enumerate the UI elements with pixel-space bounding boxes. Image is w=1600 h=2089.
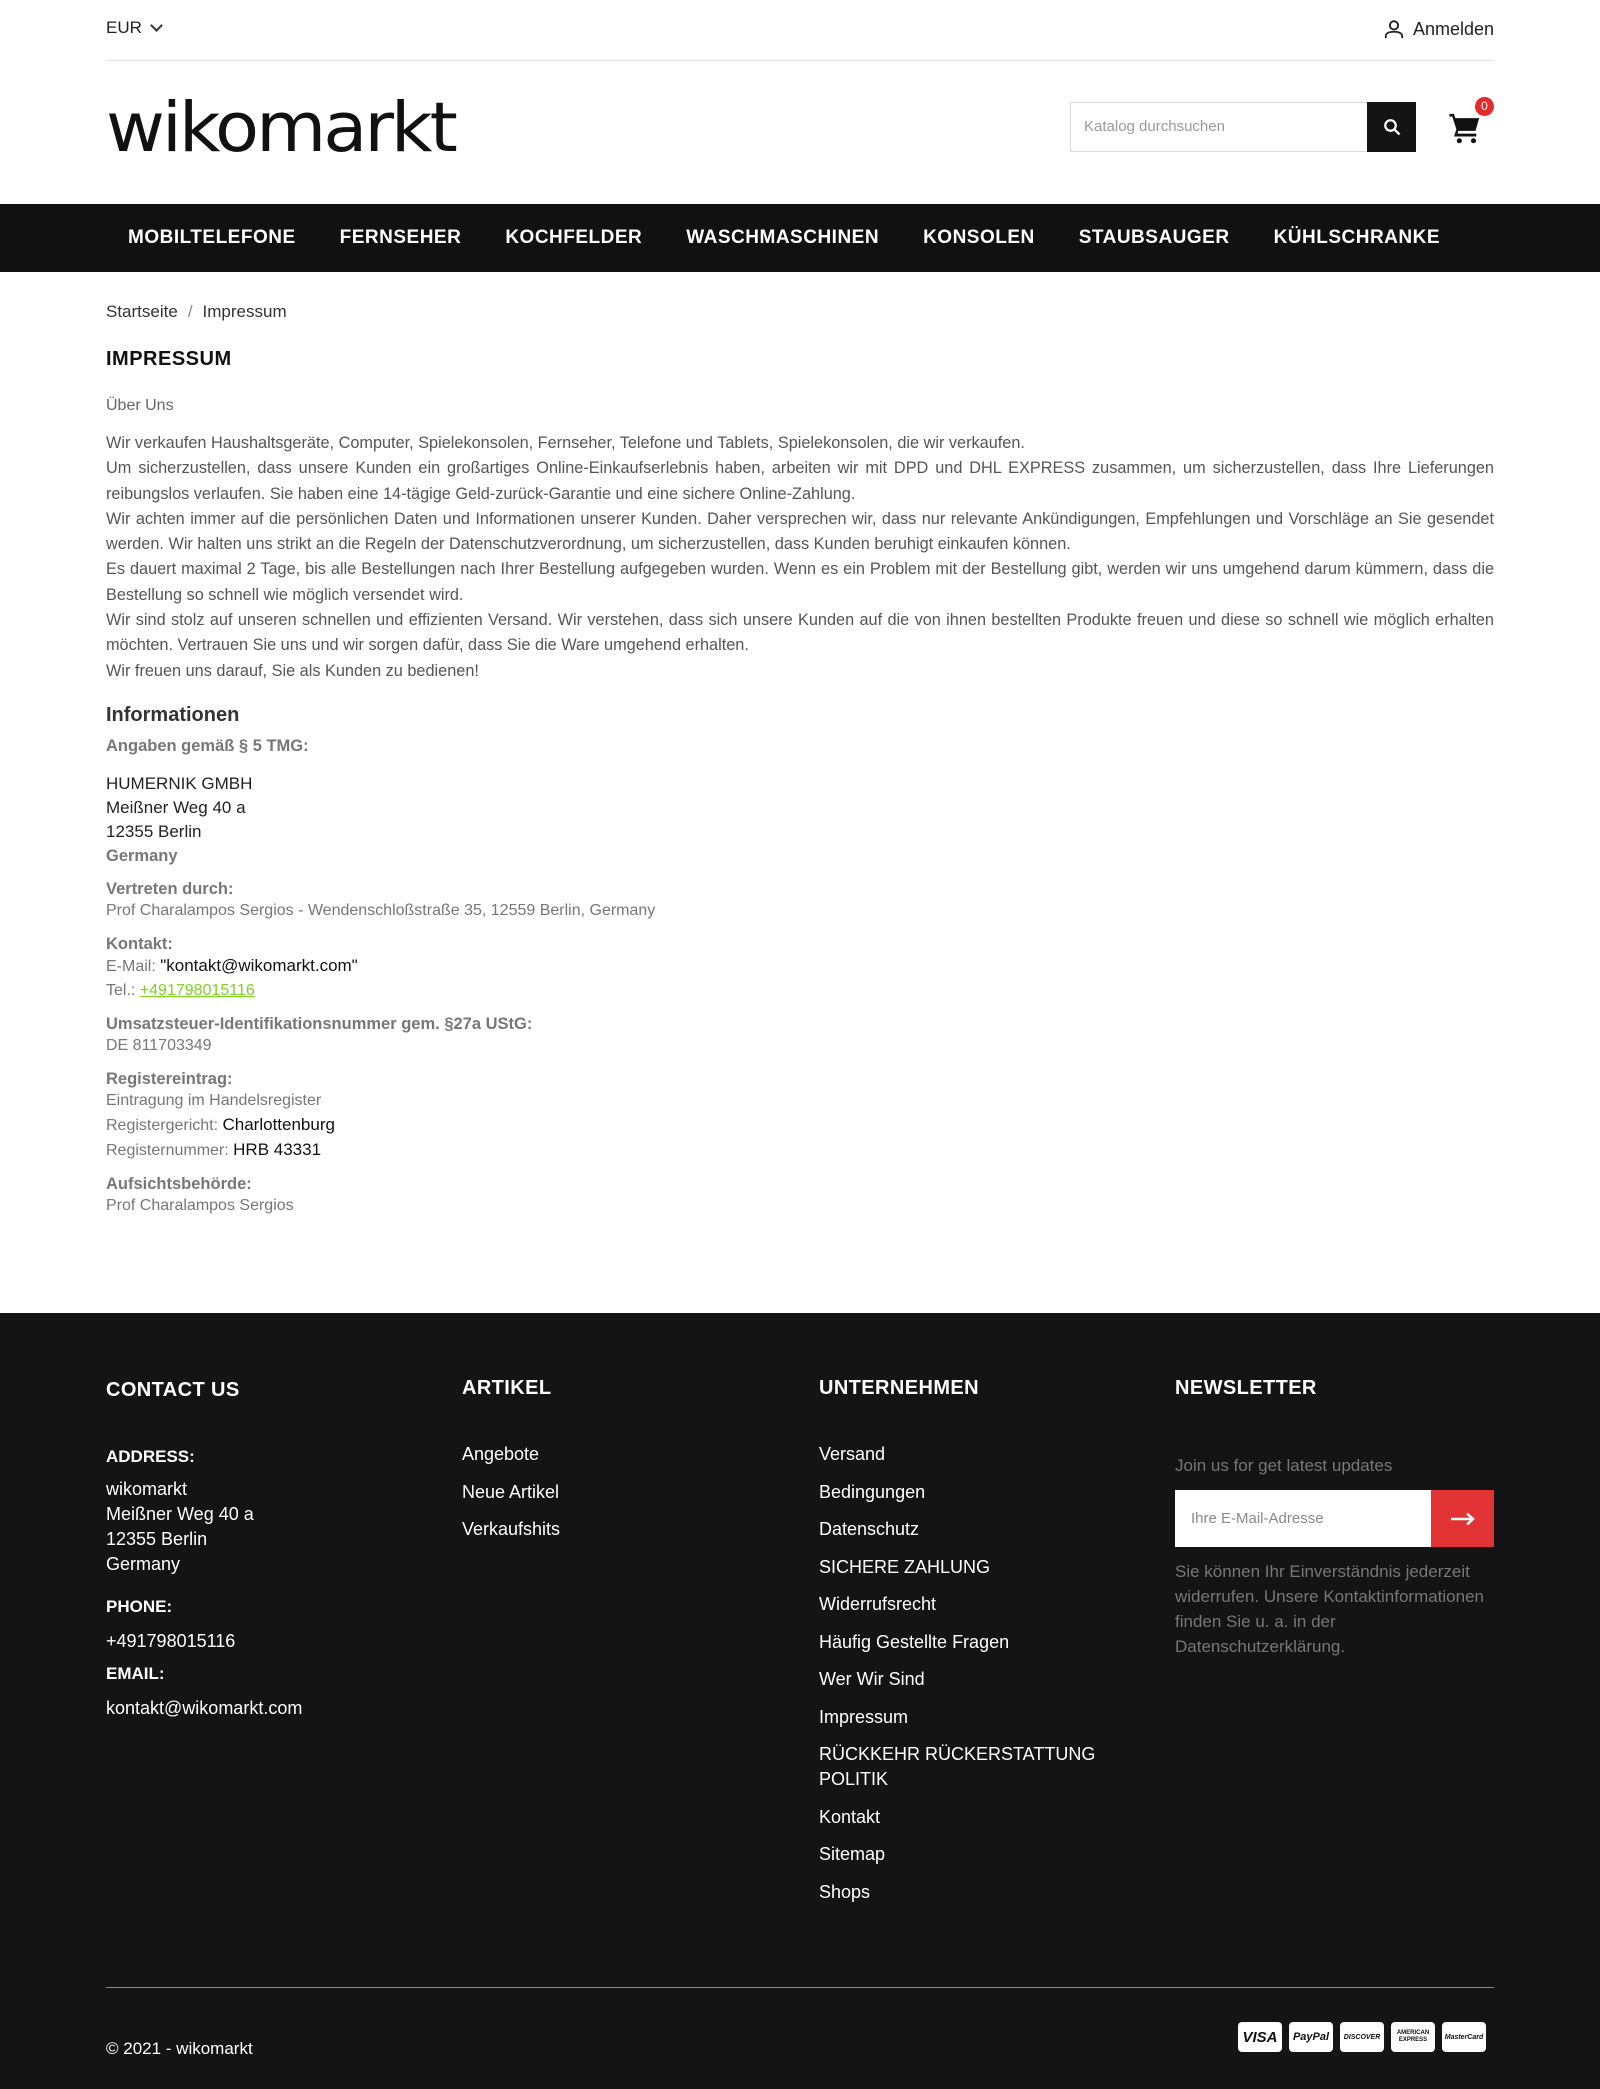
newsletter-form xyxy=(1175,1490,1494,1547)
paypal-icon: PayPal xyxy=(1289,2022,1333,2052)
about-paragraph: Wir sind stolz auf unseren schnellen und effizienten Versand. Wir verstehen, dass sich unsere Kunden auf die von ihnen bestellten Produkte freuen und diese so schnell wie möglich erhalten möchten. Vertrauen Sie uns und wir sorgen dafür, dass Sie die Ware umgehend erhalten. xyxy=(106,611,1494,655)
nav-item-fernseher[interactable]: FERNSEHER xyxy=(339,227,462,248)
authority-value: Prof Charalampos Sergios xyxy=(106,1196,294,1214)
footer-link-sichere-zahlung[interactable]: SICHERE ZAHLUNG xyxy=(819,1556,991,1577)
footer-link-versand[interactable]: Versand xyxy=(819,1444,886,1464)
footer-link-widerrufsrecht[interactable]: Widerrufsrecht xyxy=(819,1594,937,1614)
nav-item-kochfelder[interactable]: KOCHFELDER xyxy=(505,227,643,248)
currency-label: EUR xyxy=(106,18,142,37)
regnum-value: HRB 43331 xyxy=(233,1139,322,1159)
footer-link-verkaufshits[interactable]: Verkaufshits xyxy=(462,1519,561,1539)
company-name: HUMERNIK GMBH xyxy=(106,773,253,793)
footer-link-rueckerstattung[interactable]: RÜCKKEHR RÜCKERSTATTUNG POLITIK xyxy=(819,1744,1096,1789)
footer-address-line: 12355 Berlin xyxy=(106,1529,208,1549)
authority-label: Aufsichtsbehörde: xyxy=(106,1174,252,1193)
main-nav xyxy=(0,204,1600,272)
about-paragraph: Wir freuen uns darauf, Sie als Kunden zu bedienen! xyxy=(106,661,479,680)
info-heading: Informationen xyxy=(106,703,240,726)
footer-phone-label: PHONE: xyxy=(106,1597,173,1616)
reg-line: Eintragung im Handelsregister xyxy=(106,1091,322,1109)
nav-item-kuehlschranke[interactable]: KÜHLSCHRANKE xyxy=(1273,227,1441,248)
footer-link-faq[interactable]: Häufig Gestellte Fragen xyxy=(819,1631,1010,1652)
court-prefix: Registergericht: xyxy=(106,1116,223,1134)
search-box xyxy=(1070,102,1416,152)
currency-selector[interactable] xyxy=(106,18,161,38)
site-header xyxy=(106,61,1494,204)
company-street: Meißner Weg 40 a xyxy=(106,797,246,817)
site-footer xyxy=(0,1313,1600,2089)
search-input[interactable] xyxy=(1071,103,1367,151)
signin-link[interactable] xyxy=(1383,18,1494,40)
newsletter-intro: Join us for get latest updates xyxy=(1175,1456,1393,1475)
nav-item-mobiltelefone[interactable]: MOBILTELEFONE xyxy=(128,227,296,248)
regnum-line xyxy=(106,1138,1494,1163)
footer-address-line: wikomarkt xyxy=(106,1479,188,1499)
phone-link[interactable]: +491798015116 xyxy=(139,981,255,999)
breadcrumb-separator: / xyxy=(187,302,193,321)
footer-link-impressum[interactable]: Impressum xyxy=(819,1706,909,1727)
cart-button[interactable] xyxy=(1448,98,1488,147)
footer-link-bedingungen[interactable]: Bedingungen xyxy=(819,1481,926,1502)
breadcrumb xyxy=(106,302,1494,322)
company-country: Germany xyxy=(106,846,178,865)
footer-address-line: Meißner Weg 40 a xyxy=(106,1504,254,1524)
visa-icon: VISA xyxy=(1238,2022,1282,2052)
footer-contact-heading: CONTACT US xyxy=(106,1379,240,1401)
cart-count-badge: 0 xyxy=(1475,97,1494,116)
email-line xyxy=(106,954,1494,979)
about-paragraph: Wir achten immer auf die persönlichen Daten und Informationen unserer Kunden. Daher versprechen wir, dass nur relevante Ankündigungen, Empfehlungen und Vorschläge an Sie gesendet werden. Wir halten uns strikt an die Regeln der Datenschutzverordnung, um sicherzustellen, dass Kunden beruhigt einkaufen können. xyxy=(106,509,1494,554)
breadcrumb-home[interactable]: Startseite xyxy=(106,302,178,321)
search-button[interactable] xyxy=(1367,102,1416,152)
payment-icons xyxy=(1238,2022,1486,2052)
about-paragraph: Es dauert maximal 2 Tage, bis alle Bestellungen nach Ihrer Bestellung aufgegeben wurden. Wenn es ein Problem mit der Bestellung gibt, werden wir uns umgehend darum kümmern, dass die Bestellung so schnell wie möglich versendet wird. xyxy=(106,560,1494,604)
nav-item-staubsauger[interactable]: STAUBSAUGER xyxy=(1078,227,1230,248)
footer-link-angebote[interactable]: Angebote xyxy=(462,1444,540,1464)
nav-item-waschmaschinen[interactable]: WASCHMASCHINEN xyxy=(686,227,880,248)
chevron-down-icon xyxy=(150,19,163,32)
signin-label: Anmelden xyxy=(1412,18,1494,39)
email-prefix: E-Mail: xyxy=(106,957,161,975)
reg-label: Registereintrag: xyxy=(106,1069,233,1088)
cart-icon xyxy=(1448,111,1482,145)
discover-icon: DISCOVER xyxy=(1340,2022,1384,2052)
newsletter-submit-button[interactable] xyxy=(1431,1490,1494,1547)
search-icon xyxy=(1383,118,1401,136)
page-title: IMPRESSUM xyxy=(106,348,232,370)
footer-link-sitemap[interactable]: Sitemap xyxy=(819,1844,886,1864)
court-line xyxy=(106,1113,1494,1138)
about-paragraph: Um sicherzustellen, dass unsere Kunden ein großartiges Online-Einkaufserlebnis haben, arbeiten wir mit DPD und DHL EXPRESS zusammen, um sicherzustellen, dass Ihre Lieferungen reibungslos verlaufen. Sie haben eine 14-tägige Geld-zurück-Garantie und eine sichere Online-Zahlung. xyxy=(106,459,1494,503)
about-text xyxy=(106,431,1494,684)
logo[interactable]: wikomarkt xyxy=(106,86,455,167)
tel-prefix: Tel.: xyxy=(106,981,140,999)
copyright: © 2021 - wikomarkt xyxy=(106,2039,253,2058)
user-icon xyxy=(1383,18,1405,40)
breadcrumb-current: Impressum xyxy=(202,302,287,321)
rep-value: Prof Charalampos Sergios - Wendenschloßstraße 35, 12559 Berlin, Germany xyxy=(106,901,656,919)
footer-unternehmen-heading: UNTERNEHMEN xyxy=(819,1377,979,1399)
footer-address-line: Germany xyxy=(106,1554,181,1574)
nav-item-konsolen[interactable]: KONSOLEN xyxy=(923,227,1035,248)
amex-icon: AMERICAN EXPRESS xyxy=(1391,2022,1435,2052)
footer-address-label: ADDRESS: xyxy=(106,1447,195,1466)
footer-newsletter xyxy=(1175,1377,1494,1659)
footer-link-kontakt[interactable]: Kontakt xyxy=(819,1806,881,1827)
impressum-content xyxy=(106,397,1494,1218)
footer-divider xyxy=(106,1987,1494,1988)
rep-label: Vertreten durch: xyxy=(106,879,234,898)
footer-contact xyxy=(106,1379,426,1721)
footer-link-wer-wir-sind[interactable]: Wer Wir Sind xyxy=(819,1669,925,1689)
footer-email-label: EMAIL: xyxy=(106,1664,165,1683)
about-paragraph: Wir verkaufen Haushaltsgeräte, Computer, Spielekonsolen, Fernseher, Telefone und Tablets, Spielekonsolen, die wir verkaufen. xyxy=(106,434,1025,452)
tel-line xyxy=(106,979,1494,1003)
newsletter-note: Sie können Ihr Einverständnis jederzeit widerrufen. Unsere Kontaktinformationen finden Sie u. a. in der Datenschutzerklärung. xyxy=(1175,1562,1484,1656)
arrow-right-icon xyxy=(1450,1512,1476,1526)
footer-newsletter-heading: NEWSLETTER xyxy=(1175,1377,1317,1399)
about-heading: Über Uns xyxy=(106,397,174,414)
company-city: 12355 Berlin xyxy=(106,821,202,841)
vat-value: DE 811703349 xyxy=(106,1036,212,1054)
contact-label: Kontakt: xyxy=(106,934,173,953)
court-value: Charlottenburg xyxy=(222,1114,335,1134)
regnum-prefix: Registernummer: xyxy=(106,1141,234,1159)
footer-artikel xyxy=(462,1377,762,1542)
newsletter-email-input[interactable] xyxy=(1175,1490,1431,1547)
top-bar xyxy=(106,0,1494,61)
tmg-label: Angaben gemäß § 5 TMG: xyxy=(106,736,309,755)
footer-artikel-heading: ARTIKEL xyxy=(462,1377,552,1399)
footer-link-shops[interactable]: Shops xyxy=(819,1881,871,1902)
footer-unternehmen xyxy=(819,1377,1119,1905)
mastercard-icon: MasterCard xyxy=(1442,2022,1486,2052)
footer-email[interactable]: kontakt@wikomarkt.com xyxy=(106,1698,303,1718)
email-value: "kontakt@wikomarkt.com" xyxy=(160,955,358,975)
footer-phone[interactable]: +491798015116 xyxy=(106,1631,236,1651)
footer-link-neue-artikel[interactable]: Neue Artikel xyxy=(462,1481,560,1502)
footer-link-datenschutz[interactable]: Datenschutz xyxy=(819,1519,920,1539)
vat-label: Umsatzsteuer-Identifikationsnummer gem. §27a UStG: xyxy=(106,1014,533,1033)
